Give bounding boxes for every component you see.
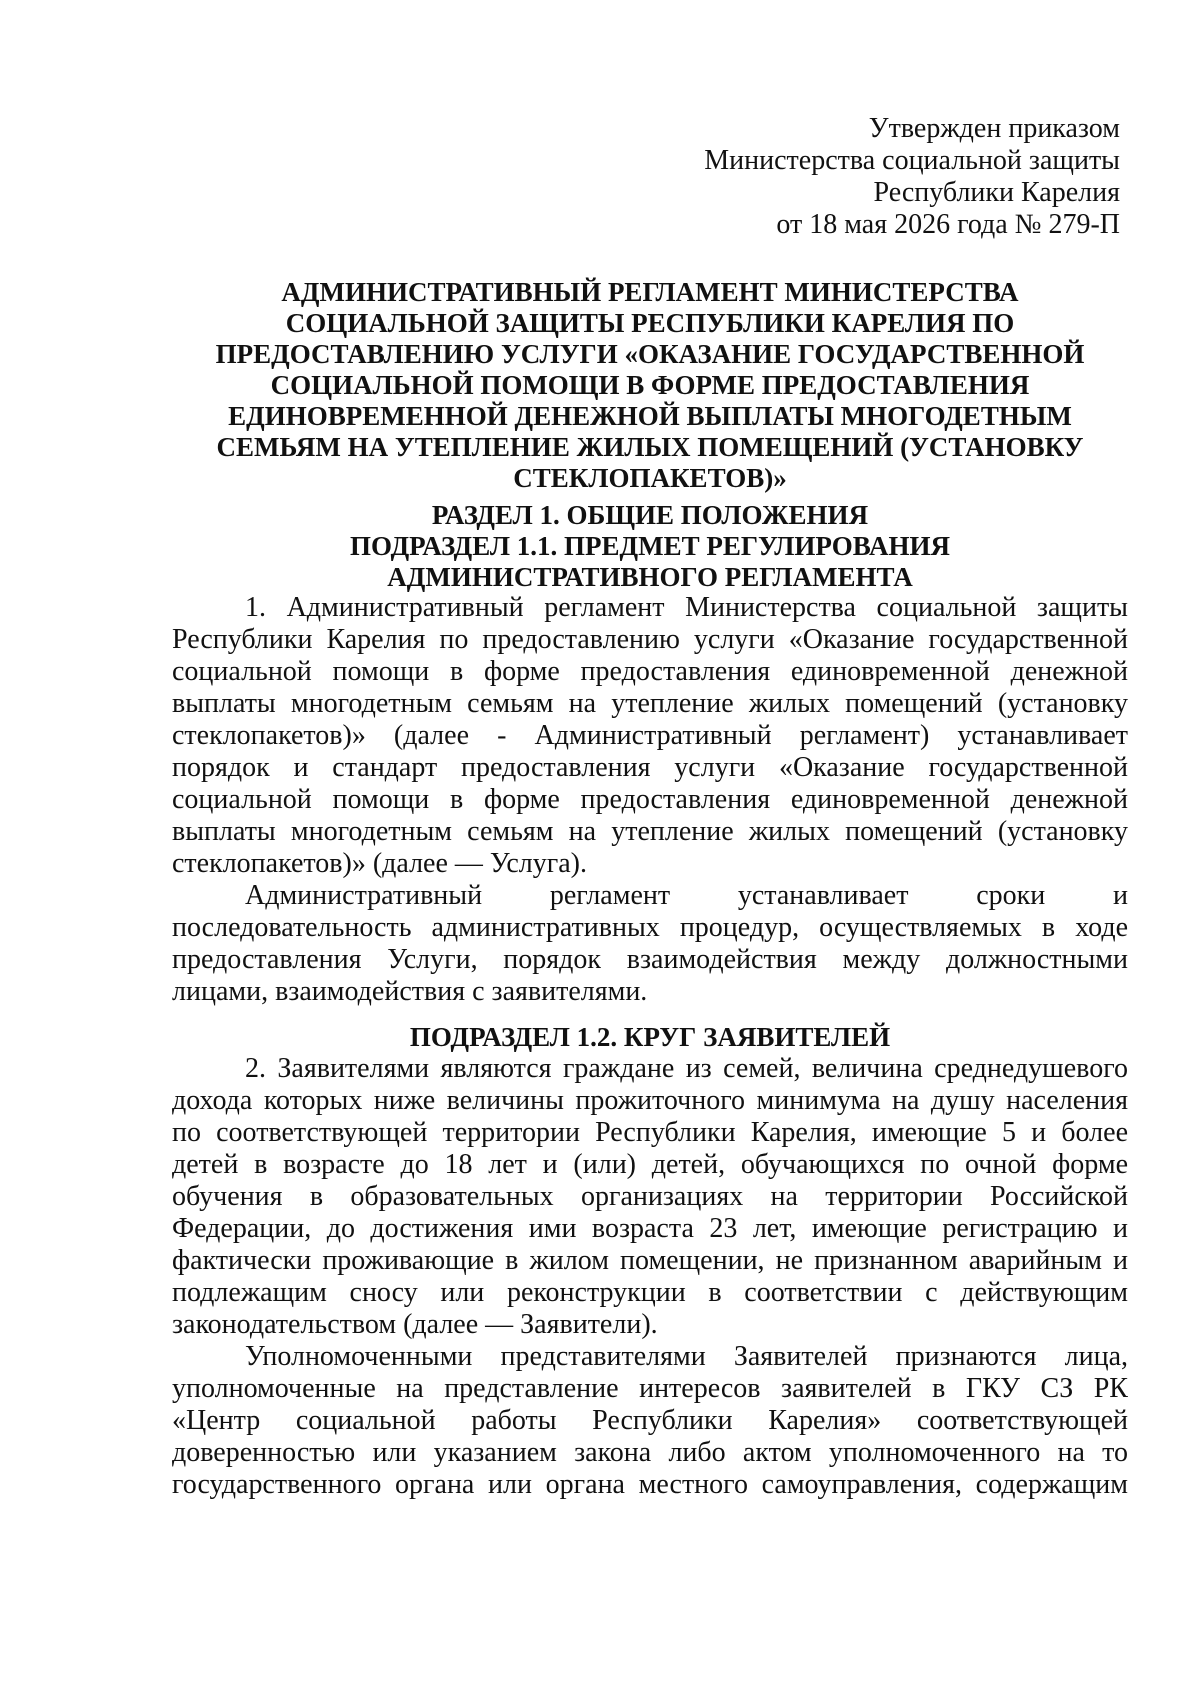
- approval-line: Республики Карелия: [873, 177, 1120, 208]
- paragraph-line: Административный регламент устанавливает сроки и: [245, 880, 1128, 911]
- subsection-heading-line: ПОДРАЗДЕЛ 1.1. ПРЕДМЕТ РЕГУЛИРОВАНИЯ: [349, 531, 951, 561]
- paragraph-line: государственного органа или органа местного самоуправления, содержащим: [172, 1469, 1128, 1500]
- paragraph-line: уполномоченные на представление интересов заявителей в ГКУ СЗ РК: [172, 1373, 1128, 1404]
- approval-stamp: [704, 113, 1120, 241]
- paragraph-line: социальной помощи в форме предоставления единовременной денежной: [172, 656, 1128, 687]
- paragraph-line: стеклопакетов)» (далее - Административный регламент) устанавливает: [172, 720, 1128, 751]
- subsection-1-1-heading: [172, 531, 1128, 593]
- section-1-heading-text: РАЗДЕЛ 1. ОБЩИЕ ПОЛОЖЕНИЯ: [431, 500, 869, 530]
- paragraph-line: по соответствующей территории Республики Карелия, имеющие 5 и более: [172, 1117, 1128, 1148]
- subsection-heading-line: АДМИНИСТРАТИВНОГО РЕГЛАМЕНТА: [387, 562, 913, 592]
- title-line: СОЦИАЛЬНОЙ ЗАЩИТЫ РЕСПУБЛИКИ КАРЕЛИЯ ПО: [285, 308, 1015, 338]
- paragraph-line: порядок и стандарт предоставления услуги «Оказание государственной: [172, 752, 1128, 783]
- paragraph-2: [172, 880, 1128, 1008]
- paragraph-4: [172, 1341, 1128, 1501]
- paragraph-line: Федерации, до достижения ими возраста 23 лет, имеющие регистрацию и: [172, 1213, 1128, 1244]
- paragraph-line: доверенностью или указанием закона либо актом уполномоченного на то: [172, 1437, 1128, 1468]
- paragraph-3: [172, 1053, 1128, 1341]
- approval-line: Министерства социальной защиты: [704, 145, 1120, 176]
- paragraph-line: выплаты многодетным семьям на утепление жилых помещений (установку: [172, 688, 1128, 719]
- approval-line: от 18 мая 2026 года № 279-П: [776, 209, 1120, 240]
- paragraph-line: социальной помощи в форме предоставления единовременной денежной: [172, 784, 1128, 815]
- paragraph-line: 1. Административный регламент Министерства социальной защиты: [245, 592, 1128, 623]
- approval-line: Утвержден приказом: [868, 113, 1120, 144]
- paragraph-line: детей в возрасте до 18 лет и (или) детей, обучающихся по очной форме: [172, 1149, 1128, 1180]
- paragraph-line: последовательность административных процедур, осуществляемых в ходе: [172, 912, 1128, 943]
- title-line: АДМИНИСТРАТИВНЫЙ РЕГЛАМЕНТ МИНИСТЕРСТВА: [281, 277, 1019, 307]
- paragraph-1: [172, 592, 1128, 880]
- paragraph-line: Республики Карелия по предоставлению услуги «Оказание государственной: [172, 624, 1128, 655]
- paragraph-line: дохода которых ниже величины прожиточного минимума на душу населения: [172, 1085, 1128, 1116]
- paragraph-line: подлежащим сносу или реконструкции в соответствии с действующим: [172, 1277, 1128, 1308]
- paragraph-line: обучения в образовательных организациях на территории Российской: [172, 1181, 1128, 1212]
- paragraph-line: выплаты многодетным семьям на утепление жилых помещений (установку: [172, 816, 1128, 847]
- paragraph-line: Уполномоченными представителями Заявителей признаются лица,: [245, 1341, 1128, 1372]
- paragraph-line: предоставления Услуги, порядок взаимодействия между должностными: [172, 944, 1128, 975]
- subsection-1-2-heading: [172, 1022, 1128, 1053]
- title-line: ЕДИНОВРЕМЕННОЙ ДЕНЕЖНОЙ ВЫПЛАТЫ МНОГОДЕТНЫМ: [228, 401, 1072, 431]
- paragraph-line: законодательством (далее — Заявители).: [172, 1309, 658, 1340]
- paragraph-line: лицами, взаимодействия с заявителями.: [172, 976, 648, 1007]
- title-line: СОЦИАЛЬНОЙ ПОМОЩИ В ФОРМЕ ПРЕДОСТАВЛЕНИЯ: [270, 370, 1030, 400]
- document-title: [172, 277, 1128, 494]
- paragraph-line: 2. Заявителями являются граждане из семей, величина среднедушевого: [245, 1053, 1128, 1084]
- paragraph-line: «Центр социальной работы Республики Карелия» соответствующей: [172, 1405, 1128, 1436]
- paragraph-line: фактически проживающие в жилом помещении, не признанном аварийным и: [172, 1245, 1128, 1276]
- title-line: ПРЕДОСТАВЛЕНИЮ УСЛУГИ «ОКАЗАНИЕ ГОСУДАРСТВЕННОЙ: [215, 339, 1085, 369]
- title-line: СЕМЬЯМ НА УТЕПЛЕНИЕ ЖИЛЫХ ПОМЕЩЕНИЙ (УСТАНОВКУ: [216, 432, 1084, 462]
- title-line: СТЕКЛОПАКЕТОВ)»: [513, 463, 787, 493]
- subsection-heading-line: ПОДРАЗДЕЛ 1.2. КРУГ ЗАЯВИТЕЛЕЙ: [409, 1022, 891, 1052]
- paragraph-line: стеклопакетов)» (далее — Услуга).: [172, 848, 587, 879]
- section-1-heading: [172, 500, 1128, 531]
